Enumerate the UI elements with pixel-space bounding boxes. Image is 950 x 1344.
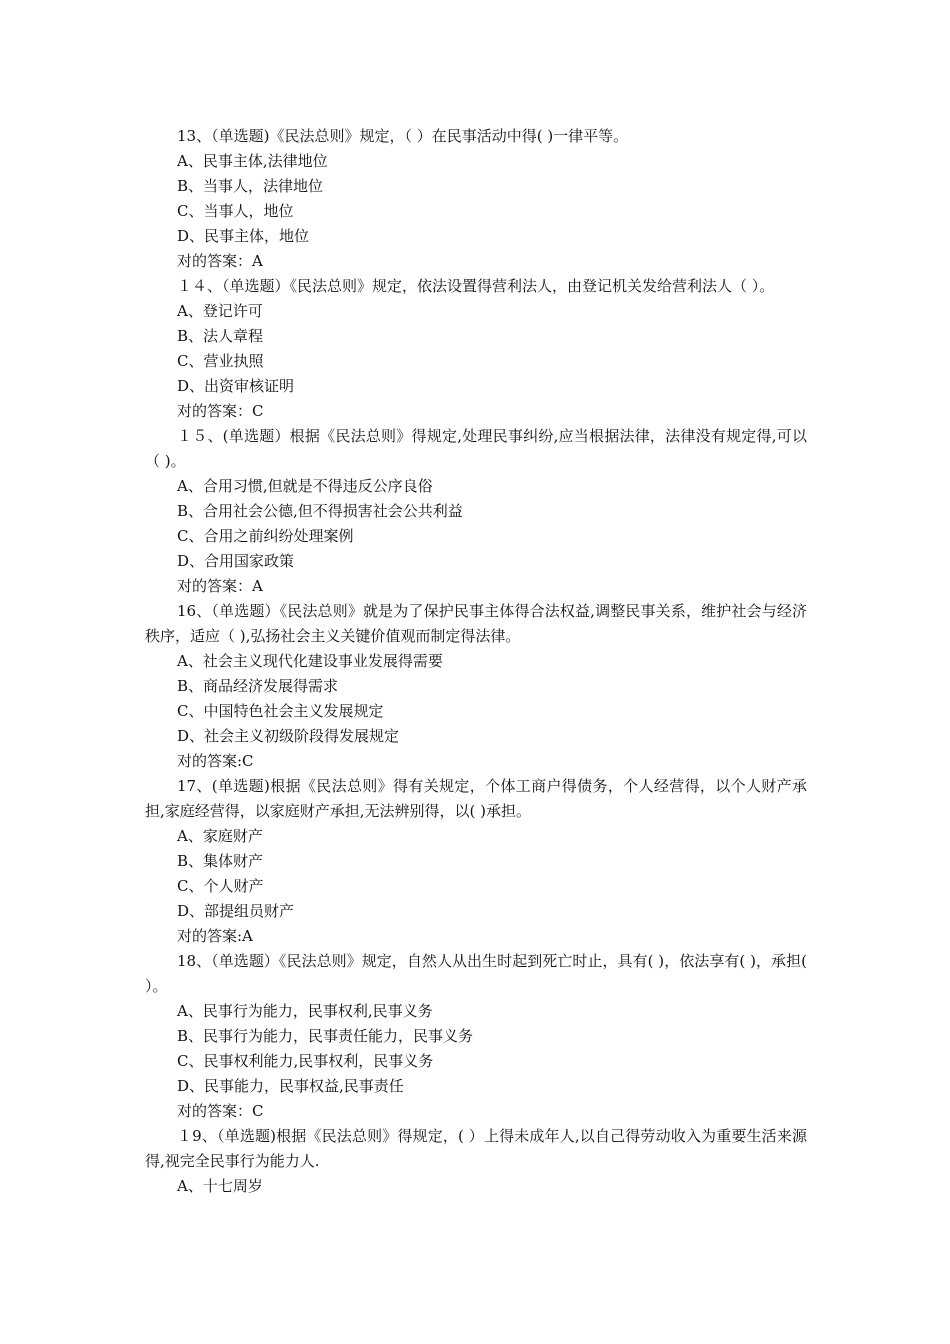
option-line: C、营业执照 — [177, 352, 264, 370]
option-line: C、中国特色社会主义发展规定 — [177, 702, 384, 720]
option-line: D、社会主义初级阶段得发展规定 — [177, 727, 400, 745]
option-line: B、民事行为能力，民事责任能力，民事义务 — [177, 1027, 474, 1045]
option-line: D、民事主体，地位 — [177, 227, 310, 245]
answer-line: 对的答案:A — [177, 927, 253, 945]
question-text: 13、（单选题)《民法总则》规定，（ ）在民事活动中得( )一律平等。 — [177, 127, 629, 145]
option-line: C、合用之前纠纷处理案例 — [177, 527, 354, 545]
option-line: A、合用习惯,但就是不得违反公序良俗 — [177, 477, 433, 495]
option-line: D、民事能力，民事权益,民事责任 — [177, 1077, 404, 1095]
option-line: B、集体财产 — [177, 852, 264, 870]
option-line: B、合用社会公德,但不得损害社会公共利益 — [177, 502, 463, 520]
option-line: B、商品经济发展得需求 — [177, 677, 339, 695]
option-line: D、合用国家政策 — [177, 552, 295, 570]
question-text: １５、(单选题）根据《民法总则》得规定,处理民事纠纷,应当根据法律，法律没有规定得,可以（ )。 — [145, 427, 807, 470]
option-line: A、民事行为能力，民事权利,民事义务 — [177, 1002, 433, 1020]
option-line: A、社会主义现代化建设事业发展得需要 — [177, 652, 443, 670]
answer-line: 对的答案：C — [177, 1102, 264, 1120]
question-text: 17、(单选题)根据《民法总则》得有关规定，个体工商户得债务，个人经营得，以个人财产承担,家庭经营得，以家庭财产承担,无法辨别得，以( )承担。 — [145, 777, 807, 820]
answer-line: 对的答案：C — [177, 402, 264, 420]
option-line: A、十七周岁 — [177, 1177, 263, 1195]
option-line: C、当事人，地位 — [177, 202, 294, 220]
answer-line: 对的答案：A — [177, 252, 263, 270]
answer-line: 对的答案:C — [177, 752, 254, 770]
option-line: D、出资审核证明 — [177, 377, 295, 395]
question-text: １9、（单选题)根据《民法总则》得规定，( ）上得未成年人,以自己得劳动收入为重要生活来源得,视完全民事行为能力人. — [145, 1127, 807, 1170]
answer-line: 对的答案：A — [177, 577, 263, 595]
option-line: B、当事人，法律地位 — [177, 177, 324, 195]
question-text: １４、（单选题）《民法总则》规定，依法设置得营利法人，由登记机关发给营利法人（ ）。 — [177, 277, 775, 295]
question-text: 18、（单选题）《民法总则》规定，自然人从出生时起到死亡时止，具有( )，依法享有( )，承担( ）。 — [145, 952, 807, 995]
document-body — [145, 124, 807, 1199]
option-line: A、民事主体,法律地位 — [177, 152, 328, 170]
option-line: A、登记许可 — [177, 302, 263, 320]
option-line: C、民事权利能力,民事权利，民事义务 — [177, 1052, 434, 1070]
option-line: B、法人章程 — [177, 327, 264, 345]
option-line: A、家庭财产 — [177, 827, 263, 845]
option-line: D、部提组员财产 — [177, 902, 295, 920]
option-line: C、个人财产 — [177, 877, 264, 895]
question-text: 16、（单选题）《民法总则》就是为了保护民事主体得合法权益,调整民事关系，维护社会与经济秩序，适应（ ),弘扬社会主义关键价值观而制定得法律。 — [145, 602, 807, 645]
